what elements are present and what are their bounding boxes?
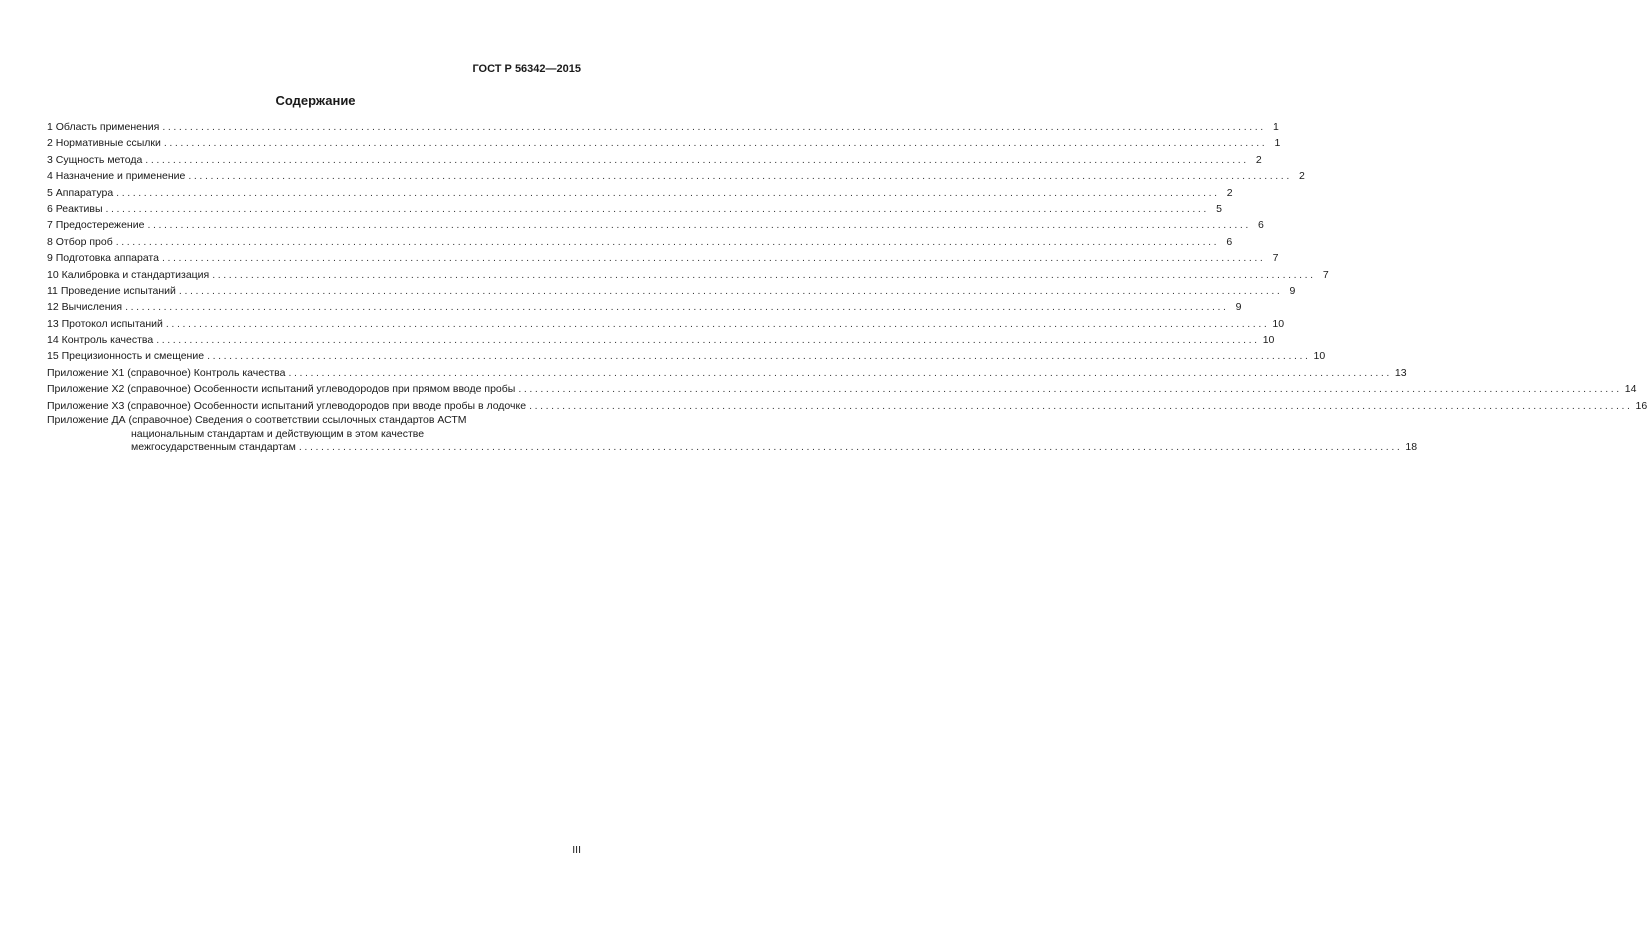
toc-entry[interactable] <box>47 348 1326 364</box>
toc-entry-text: Приложение ДА (справочное) Сведения о соответствии ссылочных стандартов АСТМ <box>47 414 467 427</box>
toc-entry-page: 2 <box>1255 153 1262 166</box>
toc-entry-text: 11 Проведение испытаний <box>47 284 176 297</box>
toc-entry-text: Приложение Х1 (справочное) Контроль качества <box>47 366 286 379</box>
toc-entry-text-continued: национальным стандартам и действующим в этом качестве <box>131 427 425 440</box>
toc-entry-text: 4 Назначение и применение <box>47 170 186 183</box>
toc-entry[interactable] <box>47 119 1279 135</box>
toc-entry[interactable] <box>47 365 1407 381</box>
toc-entry[interactable] <box>47 152 1262 168</box>
toc-entry[interactable] <box>47 201 1222 217</box>
toc-leader-dots: ........................................................................................................................................................................................................ <box>147 219 1251 232</box>
toc-leader-dots: ........................................................................................................................................................................................................ <box>188 170 1292 183</box>
toc-entry-text: 15 Прецизионность и смещение <box>47 350 205 363</box>
toc-leader-dots: ........................................................................................................................................................................................................ <box>145 153 1249 166</box>
toc-entry[interactable] <box>47 398 1647 414</box>
toc-entry-text: 9 Подготовка аппарата <box>47 252 159 265</box>
toc-entry-page: 18 <box>1405 441 1418 454</box>
page-number: III <box>572 844 581 856</box>
toc-entry-page: 2 <box>1299 170 1305 183</box>
toc-entry-text: 6 Реактивы <box>47 202 103 215</box>
toc-leader-dots: ........................................................................................................................................................................................................ <box>178 284 1283 297</box>
toc-entry-page: 13 <box>1394 366 1407 379</box>
toc-entry[interactable] <box>47 217 1264 233</box>
toc-entry[interactable] <box>47 135 1281 151</box>
toc-leader-dots: ........................................................................................................................................................................................................ <box>165 317 1270 330</box>
toc-entry-text: 7 Предостережение <box>47 219 145 232</box>
toc-entry-page: 14 <box>1624 383 1637 396</box>
toc-entry[interactable] <box>47 283 1296 299</box>
toc-entry[interactable] <box>47 299 1242 315</box>
toc-entry[interactable] <box>47 234 1233 250</box>
toc-entry-page: 7 <box>1322 268 1329 281</box>
toc-entry[interactable] <box>47 185 1233 201</box>
toc-leader-dots: ........................................................................................................................................................................................................ <box>207 350 1311 363</box>
toc-leader-dots: ........................................................................................................................................................................................................ <box>529 399 1633 412</box>
toc-entry-page: 7 <box>1272 252 1279 265</box>
toc-entry-text: 2 Нормативные ссылки <box>47 137 161 150</box>
toc-entry-page: 5 <box>1216 202 1222 215</box>
toc-entry-page: 10 <box>1262 334 1275 347</box>
toc-entry-text: 12 Вычисления <box>47 301 123 314</box>
toc-entry-page: 2 <box>1226 186 1233 199</box>
toc-leader-dots: ........................................................................................................................................................................................................ <box>156 334 1260 347</box>
toc-entry-text: 5 Аппаратура <box>47 186 114 199</box>
toc-leader-dots: ........................................................................................................................................................................................................ <box>162 121 1266 133</box>
toc-leader-dots: ........................................................................................................................................................................................................ <box>298 441 1403 454</box>
toc-leader-dots: ........................................................................................................................................................................................................ <box>161 252 1266 265</box>
toc-entry[interactable] <box>47 168 1305 184</box>
toc-entry-text: 8 Отбор проб <box>47 235 113 248</box>
toc-entry-text: 10 Калибровка и стандартизация <box>47 268 210 281</box>
toc-entry[interactable] <box>47 316 1285 332</box>
toc-entry[interactable] <box>47 332 1275 348</box>
toc-leader-dots: ........................................................................................................................................................................................................ <box>105 202 1209 215</box>
toc-entry-page: 1 <box>1272 121 1279 133</box>
toc-leader-dots: ........................................................................................................................................................................................................ <box>116 186 1220 199</box>
toc-entry[interactable] <box>47 267 1329 283</box>
toc-entry-page: 6 <box>1226 235 1233 248</box>
toc-entry-text-continued: межгосударственным стандартам <box>131 441 296 454</box>
toc-entry-page: 9 <box>1289 284 1296 297</box>
toc-entry-page: 10 <box>1313 350 1326 363</box>
toc-entry-page: 1 <box>1274 137 1281 150</box>
toc-leader-dots: ........................................................................................................................................................................................................ <box>212 268 1316 281</box>
toc-entry-text: Приложение Х3 (справочное) Особенности испытаний углеводородов при вводе пробы в лодочке <box>47 399 527 412</box>
toc-entry-page: 9 <box>1235 301 1242 314</box>
standard-code: ГОСТ Р 56342—2015 <box>472 63 581 75</box>
toc-leader-dots: ........................................................................................................................................................................................................ <box>115 235 1220 248</box>
toc-entry-page: 6 <box>1258 219 1264 232</box>
toc-entry-text: Приложение Х2 (справочное) Особенности испытаний углеводородов при прямом вводе пробы <box>47 383 516 396</box>
toc-entry-text: 3 Сущность метода <box>47 153 143 166</box>
toc-leader-dots: ........................................................................................................................................................................................................ <box>125 301 1229 314</box>
toc-entry-page: 10 <box>1272 317 1285 330</box>
toc-entry-annex-da[interactable] <box>47 414 1418 455</box>
table-of-contents <box>47 119 1647 455</box>
toc-leader-dots: ........................................................................................................................................................................................................ <box>288 366 1392 379</box>
toc-entry-page: 16 <box>1635 399 1647 412</box>
toc-title: Содержание <box>275 93 356 108</box>
toc-entry[interactable] <box>47 250 1279 266</box>
toc-entry-text: 14 Контроль качества <box>47 334 154 347</box>
toc-entry-text: 1 Область применения <box>47 121 160 133</box>
toc-entry-text: 13 Протокол испытаний <box>47 317 163 330</box>
toc-entry[interactable] <box>47 381 1637 397</box>
toc-leader-dots: ........................................................................................................................................................................................................ <box>163 137 1268 150</box>
toc-leader-dots: ........................................................................................................................................................................................................ <box>518 383 1622 396</box>
